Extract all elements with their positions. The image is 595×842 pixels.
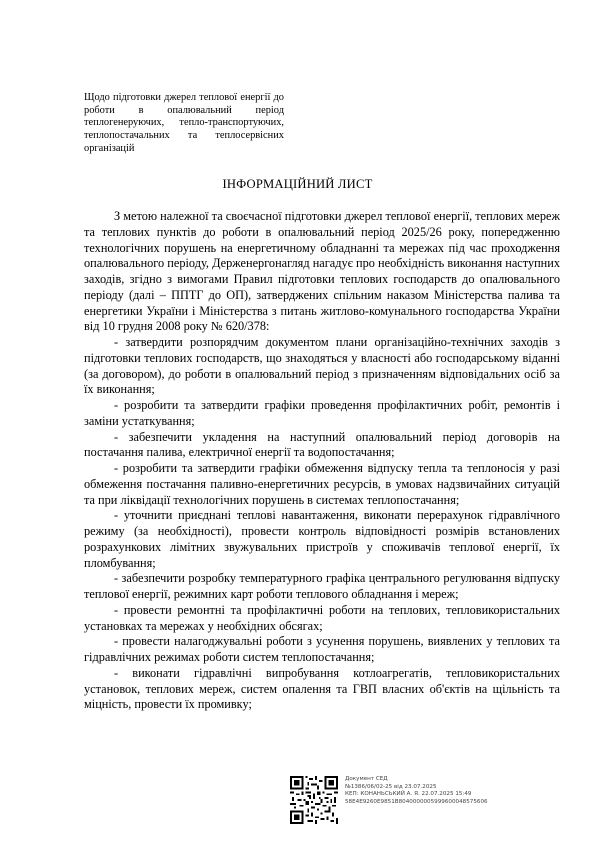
qr-code-icon: [290, 776, 338, 824]
stamp-line: КЕП: КОНАНЬСЬКИЙ А. Я. 22.07.2025 15:49: [345, 791, 472, 798]
stamp-line: 58Е4Е9260Е9851В8040000005999600048575606: [345, 798, 488, 805]
list-item: - провести ремонтні та профілактичні роботи на теплових, тепловикористальних установках та мережах у необхідних обсягах;: [84, 602, 560, 633]
list-item: - уточнити приєднані теплові навантаження, виконати перерахунок гідравлічного режиму (за необхідності), провести контроль відповідності розмірів встановлених розрахункових лімітних звужувальних пристроїв у споживачів теплової енергії, їх пломбування;: [84, 508, 560, 570]
list-item: - виконати гідравлічні випробування котлоагрегатів, тепловикористальних установок, теплових мереж, систем опалення та ГВП власних об'єктів на щільність та міцність, провести їх промивку;: [84, 665, 560, 712]
list-item: - затвердити розпорядчим документом плани організаційно-технічних заходів з підготовки теплових господарств, що знаходяться у власності або господарському віданні (за договором), до роботи в опалювальний період з призначенням відповідальних осіб за їх виконання;: [84, 335, 560, 397]
letter-body: [84, 209, 560, 713]
addressee-block: [84, 92, 284, 156]
addressee-text: Щодо підготовки джерел теплової енергії до роботи в опалювальний період теплогенеруючих, тепло-транспортуючих, теплопостачальних та теплосервісних організацій: [84, 92, 284, 154]
stamp-line: Документ СЕД: [345, 776, 388, 782]
stamp-line: №1386/06/02-25 від 23.07.2025: [345, 783, 437, 790]
list-item: - забезпечити розробку температурного графіка центрального регулювання відпуску теплової енергії, режимних карт роботи теплового обладнання і мереж;: [84, 571, 560, 601]
intro-paragraph: З метою належної та своєчасної підготовки джерел теплової енергії, теплових мереж та теплових пунктів до роботи в опалювальний період 2025/26 року, попередженню технологічних порушень на енергетичному обладнанні та мережах під час проходження опалювального періоду, Держенергонагляд нагадує про необхідність виконання наступних заходів, згідно з вимогами Правил підготовки теплових господарств до опалювального періоду (далі – ППТГ до ОП), затверджених спільним наказом Міністерства палива та енергетики України і Міністерства з питань житлово-комунального господарства України від 10 грудня 2008 року № 620/378:: [84, 209, 560, 334]
signature-stamp: [290, 776, 550, 826]
list-item: - провести налагоджувальні роботи з усунення порушень, виявлених у теплових та гідравлічних режимах роботи систем теплопостачання;: [84, 634, 560, 664]
list-item: - розробити та затвердити графіки проведення профілактичних робіт, ремонтів і заміни устаткування;: [84, 398, 560, 428]
stamp-text: [345, 776, 555, 806]
list-item: - розробити та затвердити графіки обмеження відпуску тепла та теплоносія у разі обмеження постачання паливно-енергетичних ресурсів, в умовах надзвичайних ситуацій та при ліквідації технологічних порушень в системах теплопостачання;: [84, 461, 560, 507]
document-title: ІНФОРМАЦІЙНИЙ ЛИСТ: [222, 177, 373, 191]
list-item: - забезпечити укладення на наступний опалювальний період договорів на постачання палива, електричної енергії та водопостачання;: [84, 429, 560, 460]
